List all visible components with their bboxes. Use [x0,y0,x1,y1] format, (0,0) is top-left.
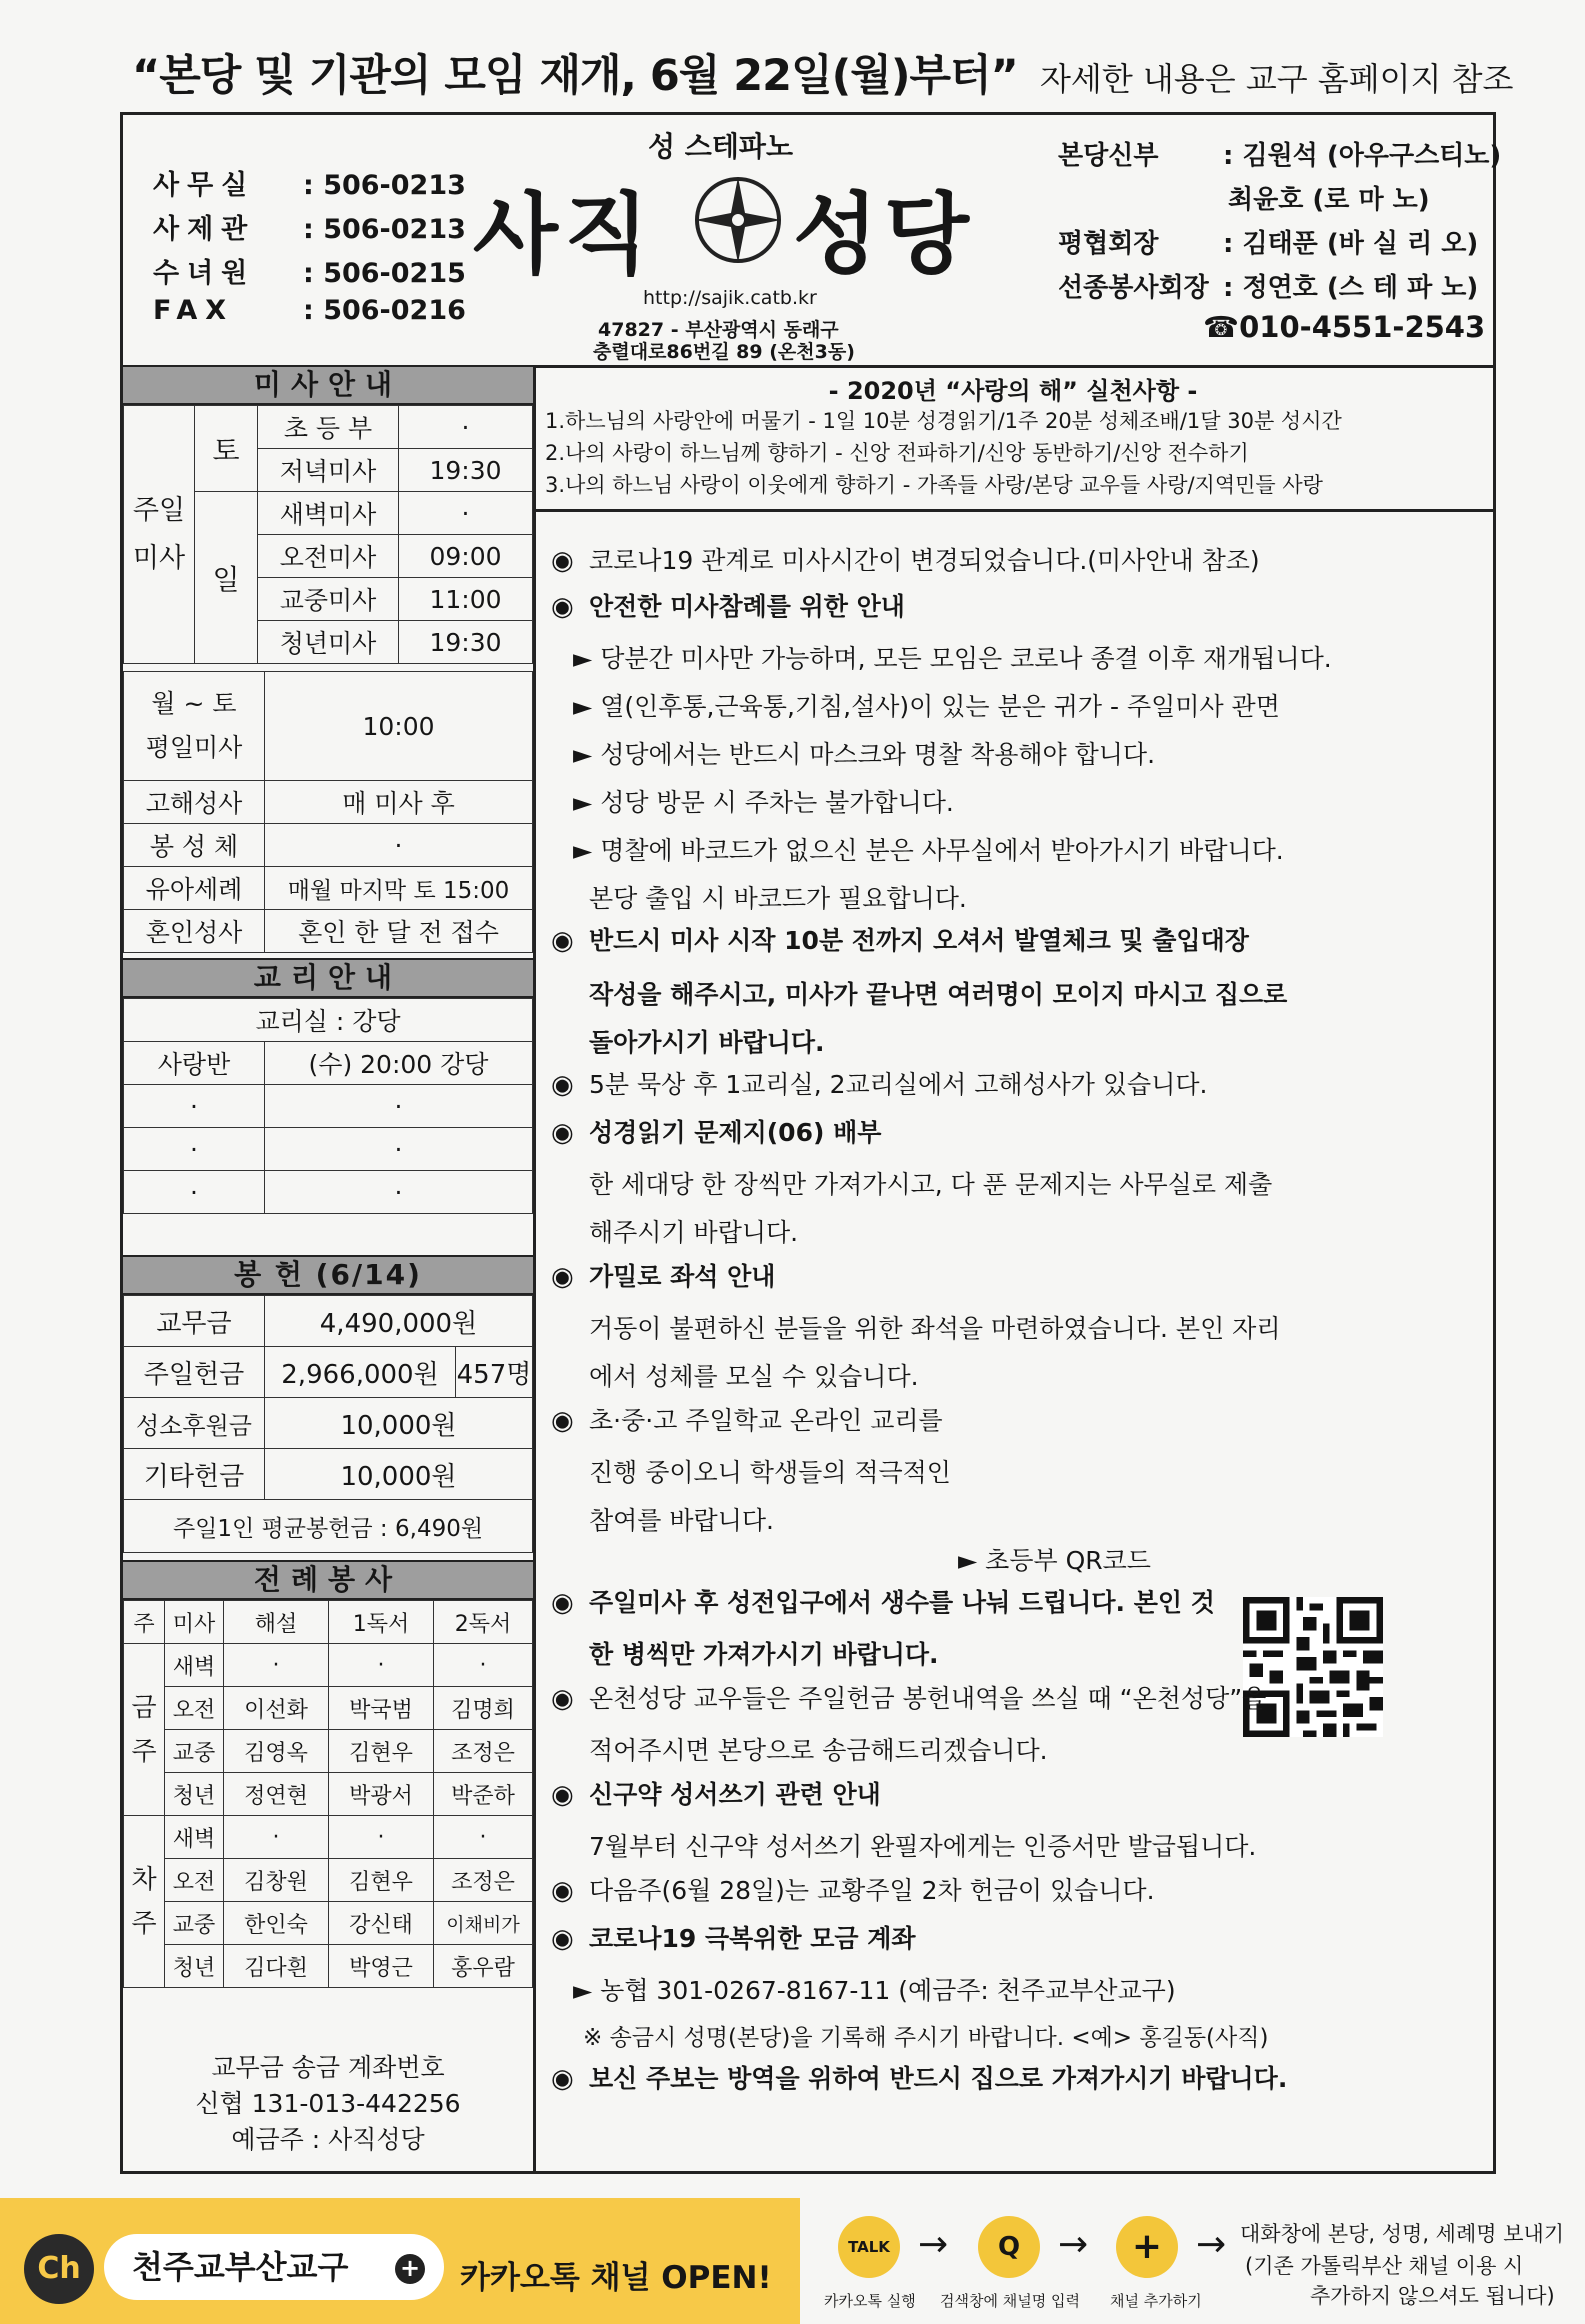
liturgy-row: 교중 한인숙 강신태 이채비가 [124,1902,533,1945]
notice-water: ◉ 주일미사 후 성전입구에서 생수를 나눠 드립니다. 본인 것 [551,1588,1215,1618]
liturgy-heading: 전례봉사 [123,1560,533,1600]
arrow-right-icon: → [918,2224,949,2265]
kakao-channel-icon: Ch [24,2234,94,2304]
mass-row: 청년미사 19:30 [124,621,533,664]
notice-sub: ► 당분간 미사만 가능하며, 모든 모임은 코로나 종결 이후 재개됩니다. [573,644,1332,673]
right-column: - 2020년 “사랑의 해” 실천사항 - 1.하느님의 사랑안에 머물기 - 1일 10분 성경읽기/1주 20분 성체조배/1달 30분 성시간 2.나의 사랑이 하느님께 향하기 - 신앙 전파하기/신앙 동반하기/신앙 전수하기 3.나의 하느님 사랑이 이웃에게 향하기 - 가족들 사랑/본당 교우들 사랑/지역민들 사랑 ◉ 코로나19 관계로 미사시간이 변경되었습니다.(미사안내 참조) ◉ 안전한 미사참례를 위한 안내 ► 당분간 미사만 가능하며, 모든 모임은 코로나 종결 이후 재개됩니다. ► 열(인후통,근육통,기침,설사)이 있는 분은 귀가 - 주일미사 관면 ► 성당에서는 반드시 마스크와 명찰 착용해야 합니다. ► 성당 방문 시 주차는 불가합니다. ► 명찰에 바코드가 없으신 분은 사무실에서 받아가시기 바랍니다. 본당 출입 시 바코드가 필요합니다. ◉ 반드시 미사 시작 10분 전까지 오셔서 발열체크 및 출입대장 작성을 해주시고, 미사가 끝나면 여러명이 모이지 마시고 집으로 돌아가시기 바랍니다. ◉ 5분 묵상 후 1교리실, 2교리실에서 고해성사가 있습니다. ◉ 성경읽기 문제지(06) 배부 한 세대당 한 장씩만 가져가시고, 다 푼 문제지는 사무실로 제출 해주시기 바랍니다. ◉ 가밀로 좌석 안내 거동이 불편하신 분들을 위한 좌석을 마련하였습니다. 본인 자리 에서 성체를 모실 수 있습니다. ◉ 초·중·고 주일학교 온라인 교리를 진행 중이오니 학생들의 적극적인 참여를 바랍니다. ► 초등부 QR코드 ◉ 주일미사 후 성전입구에서 생수를 나눠 드립니다. 본인 것 한 병씩만 가져가시기 바랍니다. ◉ 온천성당 교우들은 주일헌금 봉헌내역을 쓰실 때 “온천성당”을 적어주시면 본당으로 송금해드리겠습니다. ◉ 신구약 성서쓰기 관련 안내 7월부터 신구약 성서쓰기 완필자에게는 인증서만 발급됩니다. ◉ 다음주(6월 28일)는 교황주일 2차 헌금이 있습니다. ◉ 코로나19 극복위한 모금 계좌 ► 농협 301-0267-8167-11 (예금주: 천주교부산교구) ※ 송금시 성명(본당)을 기록해 주시기 바랍니다. <예> 홍길동(사직) ◉ 보신 주보는 방역을 위하여 반드시 집으로 가져가시기 바랍니다. [533,365,1493,2171]
liturgy-header-row: 주 미사 해설 1독서 2독서 [124,1601,533,1644]
sunday-mass-label: 주일미사 [124,406,195,664]
mass-row: 오전미사 09:00 [124,535,533,578]
weekday-table [123,671,533,953]
bullet-icon: ◉ [551,1262,574,1292]
top-banner [120,42,1520,102]
mass-heading: 미사안내 [123,365,533,405]
catechism-row: · · [124,1171,533,1214]
notice-sub: ► 열(인후통,근육통,기침,설사)이 있는 분은 귀가 - 주일미사 관면 [573,692,1280,721]
bottom-note-1: 대화창에 본당, 성명, 세례명 보내기 [1240,2222,1565,2246]
staff-funeral: 선종봉사회장 : 정연호 (스 테 파 노) [1058,273,1479,303]
add-icon: + [1116,2216,1178,2278]
sunday-label: 일 [195,492,258,664]
bullet-icon: ◉ [551,1924,574,1954]
notice-sub: ► 성당에서는 반드시 마스크와 명찰 착용해야 합니다. [573,740,1156,769]
notice-sub-cont: 본당 출입 시 바코드가 필요합니다. [589,884,967,913]
cross-logo-icon [693,175,783,265]
bulletin-frame [120,112,1502,2174]
offering-heading: 봉 헌 (6/14) [123,1255,533,1295]
bullet-icon: ◉ [551,1070,574,1100]
parish-address-2: 충렬대로86번길 89 (온천3동) [593,341,855,363]
practice-line: 1.하느님의 사랑안에 머물기 - 1일 10분 성경읽기/1주 20분 성체조배/1달 30분 성시간 [545,409,1342,433]
offering-table [123,1295,533,1553]
arrow-right-icon: → [1058,2224,1089,2265]
liturgy-row: 청년 김다흰 박영근 홍우람 [124,1945,533,1988]
notice-bible-quiz: ◉ 성경읽기 문제지(06) 배부 [551,1118,882,1148]
plus-icon[interactable]: + [395,2254,425,2284]
channel-name[interactable]: 천주교부산교구 [104,2234,444,2300]
practice-line: 2.나의 사랑이 하느님께 향하기 - 신앙 전파하기/신앙 동반하기/신앙 전수하기 [545,441,1249,465]
weekday-label-1: 월 ~ 토 [151,689,237,718]
notice-confession: ◉ 5분 묵상 후 1교리실, 2교리실에서 고해성사가 있습니다. [551,1070,1208,1100]
bottom-note-3: 추가하지 않으셔도 됩니다) [1310,2284,1555,2308]
notice-safe-mass: ◉ 안전한 미사참례를 위한 안내 [551,592,905,622]
weekday-time: 10:00 [265,672,533,781]
liturgy-row: 청년 정연현 박광서 박준하 [124,1773,533,1816]
liturgy-row: 오전 김창원 김현우 조정은 [124,1859,533,1902]
catechism-heading: 교리안내 [123,958,533,998]
steps-panel [800,2198,1585,2324]
offering-row: 성소후원금 10,000원 [124,1398,533,1449]
notice-arrival: ◉ 반드시 미사 시작 10분 전까지 오셔서 발열체크 및 출입대장 [551,926,1249,956]
contact-convent: 수녀원 : 506-0215 [153,258,466,289]
notice-sub: ► 명찰에 바코드가 없으신 분은 사무실에서 받아가시기 바랍니다. [573,836,1284,865]
parish-name [473,165,976,291]
offering-average-row: 주일1인 평균봉헌금 : 6,490원 [124,1500,533,1553]
next-week-label: 차주 [124,1816,165,1988]
mass-row: 저녁미사 19:30 [124,449,533,492]
catechism-row: · · [124,1085,533,1128]
liturgy-row: 금주 새벽 · · · [124,1644,533,1687]
kakao-channel-bar [0,2198,1585,2324]
notice-sub: ► 성당 방문 시 주차는 불가합니다. [573,788,954,817]
sacrament-row: 고해성사 매 미사 후 [124,781,533,824]
mass-row: 주일미사 토 초 등 부 · [124,406,533,449]
offering-row: 기타헌금 10,000원 [124,1449,533,1500]
kakao-talk-icon: TALK [838,2216,900,2278]
parish-address-1: 47827 - 부산광역시 동래구 [598,319,839,341]
offering-row: 교무금 4,490,000원 [124,1296,533,1347]
practice-title: - 2020년 “사랑의 해” 실천사항 - [828,377,1198,405]
parish-url[interactable]: http://sajik.catb.kr [643,287,817,309]
practice-box [533,365,1493,512]
liturgy-row: 오전 이선화 박국범 김명희 [124,1687,533,1730]
catechism-row: · · [124,1128,533,1171]
contact-office: 사무실 : 506-0213 [153,170,466,201]
mass-table [123,405,533,664]
staff-council: 평협회장 : 김태푼 (바 실 리 오) [1058,229,1479,259]
bottom-note-2: (기존 가톨릭부산 채널 이용 시 [1245,2254,1524,2278]
qr-code-icon[interactable] [1243,1597,1383,1737]
bullet-icon: ◉ [551,2064,574,2094]
catechism-table [123,998,533,1214]
liturgy-row: 교중 김영옥 김현우 조정은 [124,1730,533,1773]
contact-fax: FAX : 506-0216 [153,295,466,326]
mass-row: 교중미사 11:00 [124,578,533,621]
weekday-label-2: 평일미사 [145,733,243,762]
notice-papal-collection: ◉ 다음주(6월 28일)는 교황주일 2차 헌금이 있습니다. [551,1876,1155,1906]
bullet-icon: ◉ [551,592,574,622]
search-icon: Q [978,2216,1040,2278]
parish-name-a: 사직 [473,183,656,286]
notice-oncheon: ◉ 온천성당 교우들은 주일헌금 봉헌내역을 쓰실 때 “온천성당”을 [551,1684,1267,1714]
bullet-icon: ◉ [551,1406,574,1436]
qr-label: ► 초등부 QR코드 [958,1546,1151,1575]
bullet-icon: ◉ [551,926,574,956]
offering-row: 주일헌금 2,966,000원 457명 [124,1347,533,1398]
donation-note: ※ 송금시 성명(본당)을 기록해 주시기 바랍니다. <예> 홍길동(사직) [583,2025,1269,2051]
this-week-label: 금주 [124,1644,165,1816]
weekday-row [124,672,533,781]
sacrament-row: 봉 성 체 · [124,824,533,867]
bullet-icon: ◉ [551,1118,574,1148]
step-label: 채널 추가하기 [1110,2292,1202,2310]
arrow-right-icon: → [1196,2224,1227,2265]
saturday-label: 토 [195,406,258,492]
sacrament-row: 유아세례 매월 마지막 토 15:00 [124,867,533,910]
practice-line: 3.나의 하느님 사랑이 이웃에게 향하기 - 가족들 사랑/본당 교우들 사랑/지역민들 사랑 [545,473,1323,497]
staff-pastor: 본당신부 : 김원석 (아우구스티노) [1058,141,1502,171]
left-column [123,365,536,2171]
banner-note: 자세한 내용은 교구 홈페이지 참조 [1040,60,1514,98]
catechism-row: 사랑반 (수) 20:00 강당 [124,1042,533,1085]
channel-open-text: 카카오톡 채널 OPEN! [460,2260,772,2296]
step-label: 검색창에 채널명 입력 [940,2292,1080,2310]
liturgy-row: 차주 새벽 · · · [124,1816,533,1859]
parish-name-b: 성당 [793,183,976,286]
donation-account: ► 농협 301-0267-8167-11 (예금주: 천주교부산교구) [573,1976,1176,2005]
mass-row: 일 새벽미사 · [124,492,533,535]
parish-patron: 성 스테파노 [648,130,793,163]
notice-bible-copy: ◉ 신구약 성서쓰기 관련 안내 [551,1780,881,1810]
bullet-icon: ◉ [551,1876,574,1906]
liturgy-table [123,1600,533,1988]
bullet-icon: ◉ [551,546,574,576]
notice-sunday-school: ◉ 초·중·고 주일학교 온라인 교리를 [551,1406,943,1436]
bullet-icon: ◉ [551,1684,574,1714]
banner-title: “본당 및 기관의 모임 재개, 6월 22일(월)부터” [132,51,1018,101]
contact-rectory: 사제관 : 506-0213 [153,214,466,245]
notice-seating: ◉ 가밀로 좌석 안내 [551,1262,776,1292]
step-label: 카카오톡 실행 [824,2292,916,2310]
notice-donation: ◉ 코로나19 극복위한 모금 계좌 [551,1924,916,1954]
catechism-room-row: 교리실 : 강당 [124,999,533,1042]
notice-mass-time: ◉ 코로나19 관계로 미사시간이 변경되었습니다.(미사안내 참조) [551,546,1260,576]
parish-phone: ☎010-4551-2543 [1203,310,1486,344]
staff-assistant: 최윤호 (로 마 노) [1228,185,1430,215]
bullet-icon: ◉ [551,1780,574,1810]
notice-take-home: ◉ 보신 주보는 방역을 위하여 반드시 집으로 가져가시기 바랍니다. [551,2064,1288,2094]
tithe-account: 교무금 송금 계좌번호 신협 131-013-442256 예금주 : 사직성당 [195,2053,461,2154]
header [123,115,1502,368]
sacrament-row: 혼인성사 혼인 한 달 전 접수 [124,910,533,953]
bullet-icon: ◉ [551,1588,574,1618]
